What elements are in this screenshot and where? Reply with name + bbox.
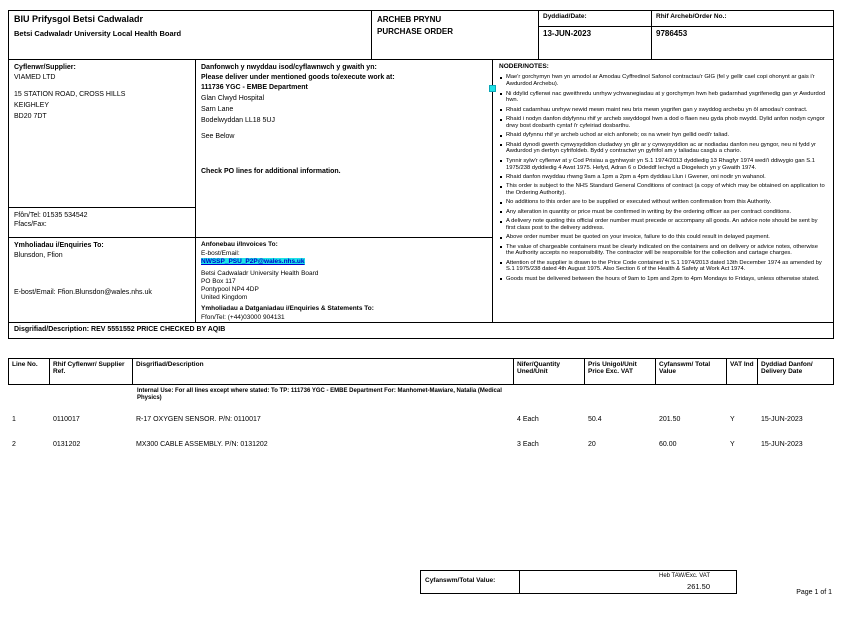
invoice-address-line: Pontypool NP4 4DP	[201, 285, 259, 293]
supplier-contact-block	[9, 208, 195, 237]
cell-line-no: 1	[12, 416, 16, 423]
date-label: Dyddiad/Date:	[539, 11, 651, 26]
note-item: Attention of the supplier is drawn to the Price Code contained in S.1 1974/2013 dated 13th December 1974 as amended by S.1 1975/238 dated 4th August 1975. Also Section 6 of the Health & Safety at Work Act 1974.	[499, 260, 827, 274]
note-item: Ni ddylid cyflenwi nac gweithredu unrhyw ychwanegiadau at y gorchymyn hwn heb gadarnhad ysgrifenedig gan yr Awdurdod hwn.	[499, 91, 827, 105]
delivery-label-english: Please deliver under mentioned goods to/execute work at:	[201, 74, 395, 82]
cell-quantity: 4 Each	[517, 416, 539, 423]
cell-delivery-date: 15-JUN-2023	[761, 416, 803, 423]
invoices-block	[196, 238, 492, 333]
description-value: REV 5551552 PRICE CHECKED BY AQIB	[91, 326, 226, 333]
delivery-see-below: See Below	[201, 132, 235, 140]
note-item: The value of chargeable containers must be clearly indicated on the containers and on delivery or advice notes, otherwise the Authority accepts no responsibility. The contractor will be responsible for the collection and cartage charges.	[499, 244, 827, 258]
cell-total: 201.50	[659, 416, 681, 423]
delivery-department: 111736 YGC - EMBE Department	[201, 84, 308, 92]
description-label: Disgrifiad/Description:	[14, 326, 90, 333]
total-label: Cyfanswm/Total Value:	[420, 570, 520, 594]
note-item: Goods must be delivered between the hours of 9am to 1pm and 2pm to 4pm Mondays to Fridays, unless otherwise stated.	[499, 276, 827, 283]
col-header-quantity: Nifer/Quantity Uned/Unit	[514, 359, 584, 384]
cell-unit-price: 20	[588, 441, 596, 448]
cell-delivery-date: 15-JUN-2023	[761, 441, 803, 448]
notes-title: NODER/NOTES:	[499, 63, 549, 70]
supplier-address-line: BD20 7DT	[14, 113, 47, 121]
total-value-box	[519, 570, 737, 594]
doc-title-english: PURCHASE ORDER	[377, 26, 454, 36]
statements-label: Ymholiadau a Datganiadau i/Enquiries & Statements To:	[201, 305, 374, 313]
doc-title-block	[372, 11, 538, 59]
enquiries-label: Ymholiadau i/Enquiries To:	[14, 242, 104, 249]
delivery-address-line: Sarn Lane	[201, 106, 234, 114]
col-header-description: Disgrifiad/Description	[133, 359, 513, 384]
supplier-name: VIAMED LTD	[14, 74, 56, 82]
note-item: Rhaid dynodi gwerth cynwysyddion cludadwy yn glir ar y cynwysyddion ac ar nodiadau danfon neu gyngor, neu ni fydd yr Awdurdod yn derbyn cyfrifoldeb. Bydd y contractwr yn gyfrifol am y taliadau casglu a chario.	[499, 142, 827, 156]
col-header-total-value: Cyfanswm/ Total Value	[656, 359, 726, 384]
invoices-label: Anfonebau i/Invoices To:	[201, 241, 278, 248]
supplier-block	[9, 60, 195, 207]
supplier-address-line: KEIGHLEY	[14, 102, 50, 110]
invoice-address-line: PO Box 117	[201, 277, 236, 285]
cell-quantity: 3 Each	[517, 441, 539, 448]
note-item: Rhaid i nodyn danfon ddyfynnu rhif yr archeb swyddogol hwn a dod o flaen neu gyda phob nwydd. Dylid anfon nodyn cyngor drwy bost dosbarth cyntaf i'r cyfeiriad dosbarthu.	[499, 116, 827, 130]
cell-description: R-17 OXYGEN SENSOR. P/N: 0110017	[136, 416, 261, 423]
internal-use-note: Internal Use: For all lines except where stated: To TP: 111736 YGC - EMBE Department For: Manhomet-Mawiare, Natalia (Medical Physics)	[137, 388, 502, 402]
enquiries-name: Blunsdon, Ffion	[14, 252, 63, 260]
enquiries-email: E-bost/Email: Ffion.Blunsdon@wales.nhs.uk	[14, 289, 152, 297]
statements-phone: Ffon/Tel: (+44)03000 904131	[201, 314, 285, 322]
cell-vat: Y	[730, 441, 735, 448]
cell-description: MX300 CABLE ASSEMBLY. P/N: 0131202	[136, 441, 268, 448]
invoice-address-line: United Kingdom	[201, 293, 248, 301]
note-item: A delivery note quoting this official order number must precede or accompany all goods. An advice note should be sent by first class post to the delivery address.	[499, 218, 827, 232]
note-item: Above order number must be quoted on your invoice, failure to do this could result in delayed payment.	[499, 234, 827, 241]
order-number-value: 9786453	[652, 27, 833, 59]
date-value: 13-JUN-2023	[539, 27, 651, 59]
order-number-block	[652, 11, 833, 59]
page-number: Page 1 of 1	[796, 589, 832, 596]
note-item: No additions to this order are to be supplied or executed without written confirmation from this Authority.	[499, 199, 827, 206]
purchase-order-document	[8, 10, 834, 610]
org-name-block	[9, 11, 371, 59]
enquiries-block	[9, 238, 195, 333]
cell-vat: Y	[730, 416, 735, 423]
delivery-note: Check PO lines for additional information.	[201, 167, 341, 175]
highlight-marker-icon	[489, 85, 496, 92]
org-name-welsh: BIU Prifysgol Betsi Cadwaladr	[14, 14, 144, 24]
cell-supplier-ref: 0131202	[53, 441, 81, 448]
note-item: Rhaid cadarnhau unrhyw newid mewn maint neu bris mewn ysgrifen gan y swyddog archebu yn ôl amodau'r contract.	[499, 107, 827, 114]
invoices-email-label: E-bost/Email:	[201, 249, 240, 257]
cell-line-no: 2	[12, 441, 16, 448]
col-header-line-no: Line No.	[9, 359, 49, 384]
supplier-fax-label: Ffacs/Fax:	[14, 221, 47, 229]
note-item: Tynnir sylw'r cyflenwr at y Cod Prisiau a gynhwysir yn S.1 1974/2013 dyddiedig 13 Rhagfyr 1974 wedi'i ddiwygio gan S.1 1975/238 dyddiedig 4 Awst 1975. Hefyd, Adran 6 o Ddeddf Iechyd a Diogelwch yn y Gwaith 1974.	[499, 158, 827, 172]
cell-unit-price: 50.4	[588, 416, 602, 423]
note-item: Rhaid dyfynnu rhif yr archeb uchod ar eich anfoneb; os na wneir hyn gellid oedi'r taliad.	[499, 132, 827, 139]
order-number-label: Rhif Archeb/Order No.:	[652, 11, 833, 26]
totals-row	[420, 570, 737, 594]
line-items-body	[8, 385, 834, 463]
line-items-header	[8, 358, 834, 385]
supplier-phone: Ffôn/Tel: 01535 534542	[14, 212, 88, 219]
col-header-unit-price: Pris Unigol/Unit Price Exc. VAT	[585, 359, 655, 384]
middle-column	[196, 60, 492, 333]
org-name-english: Betsi Cadwaladr University Local Health Board	[14, 28, 182, 38]
col-header-supplier-ref: Rhif Cyflenwr/ Supplier Ref.	[50, 359, 132, 384]
col-header-vat: VAT Ind	[727, 359, 757, 384]
total-value: 261.50	[687, 581, 710, 591]
order-details-band	[8, 59, 834, 323]
delivery-label-welsh: Danfonwch y nwyddau isod/cyflawnwch y gwaith yn:	[201, 64, 377, 71]
note-item: This order is subject to the NHS Standard General Conditions of contract (a copy of which may be obtained on application to the Ordering Authority).	[499, 183, 827, 197]
supplier-address-line: 15 STATION ROAD, CROSS HILLS	[14, 91, 126, 99]
delivery-address-line: Bodelwyddan LL18 5UJ	[201, 117, 275, 125]
notes-block	[493, 60, 833, 333]
cell-total: 60.00	[659, 441, 677, 448]
left-column	[9, 60, 195, 333]
description-bar	[8, 322, 834, 339]
vat-exclusive-note: Heb TAW/Exc. VAT	[658, 573, 710, 579]
delivery-block	[196, 60, 492, 237]
invoice-email-link[interactable]: NWSSP_PSU_P2P@wales.nhs.uk	[201, 257, 305, 265]
note-item: Mae'r gorchymyn hwn yn amodol ar Amodau Cyffredinol Safonol contractau'r GIG (fel y gellir cael copi ohonynt ar gais i'r Awdurdod Archebu).	[499, 74, 827, 88]
note-item: Rhaid danfon nwyddau rhwng 9am a 1pm a 2pm a 4pm dyddiau Llun i Gwener, oni nodir yn wahanol.	[499, 174, 827, 181]
document-header	[8, 10, 834, 60]
doc-title-welsh: ARCHEB PRYNU	[377, 15, 442, 24]
order-date-block	[539, 11, 651, 59]
cell-supplier-ref: 0110017	[53, 416, 80, 423]
note-item: Any alteration in quantity or price must be confirmed in writing by the ordering officer as per contract conditions.	[499, 209, 827, 216]
delivery-address-line: Glan Clwyd Hospital	[201, 95, 265, 103]
col-header-delivery-date: Dyddiad Danfon/ Delivery Date	[758, 359, 833, 384]
supplier-label: Cyflenwr/Supplier:	[14, 64, 76, 71]
invoice-address-line: Betsi Cadwaladr University Health Board	[201, 269, 319, 277]
